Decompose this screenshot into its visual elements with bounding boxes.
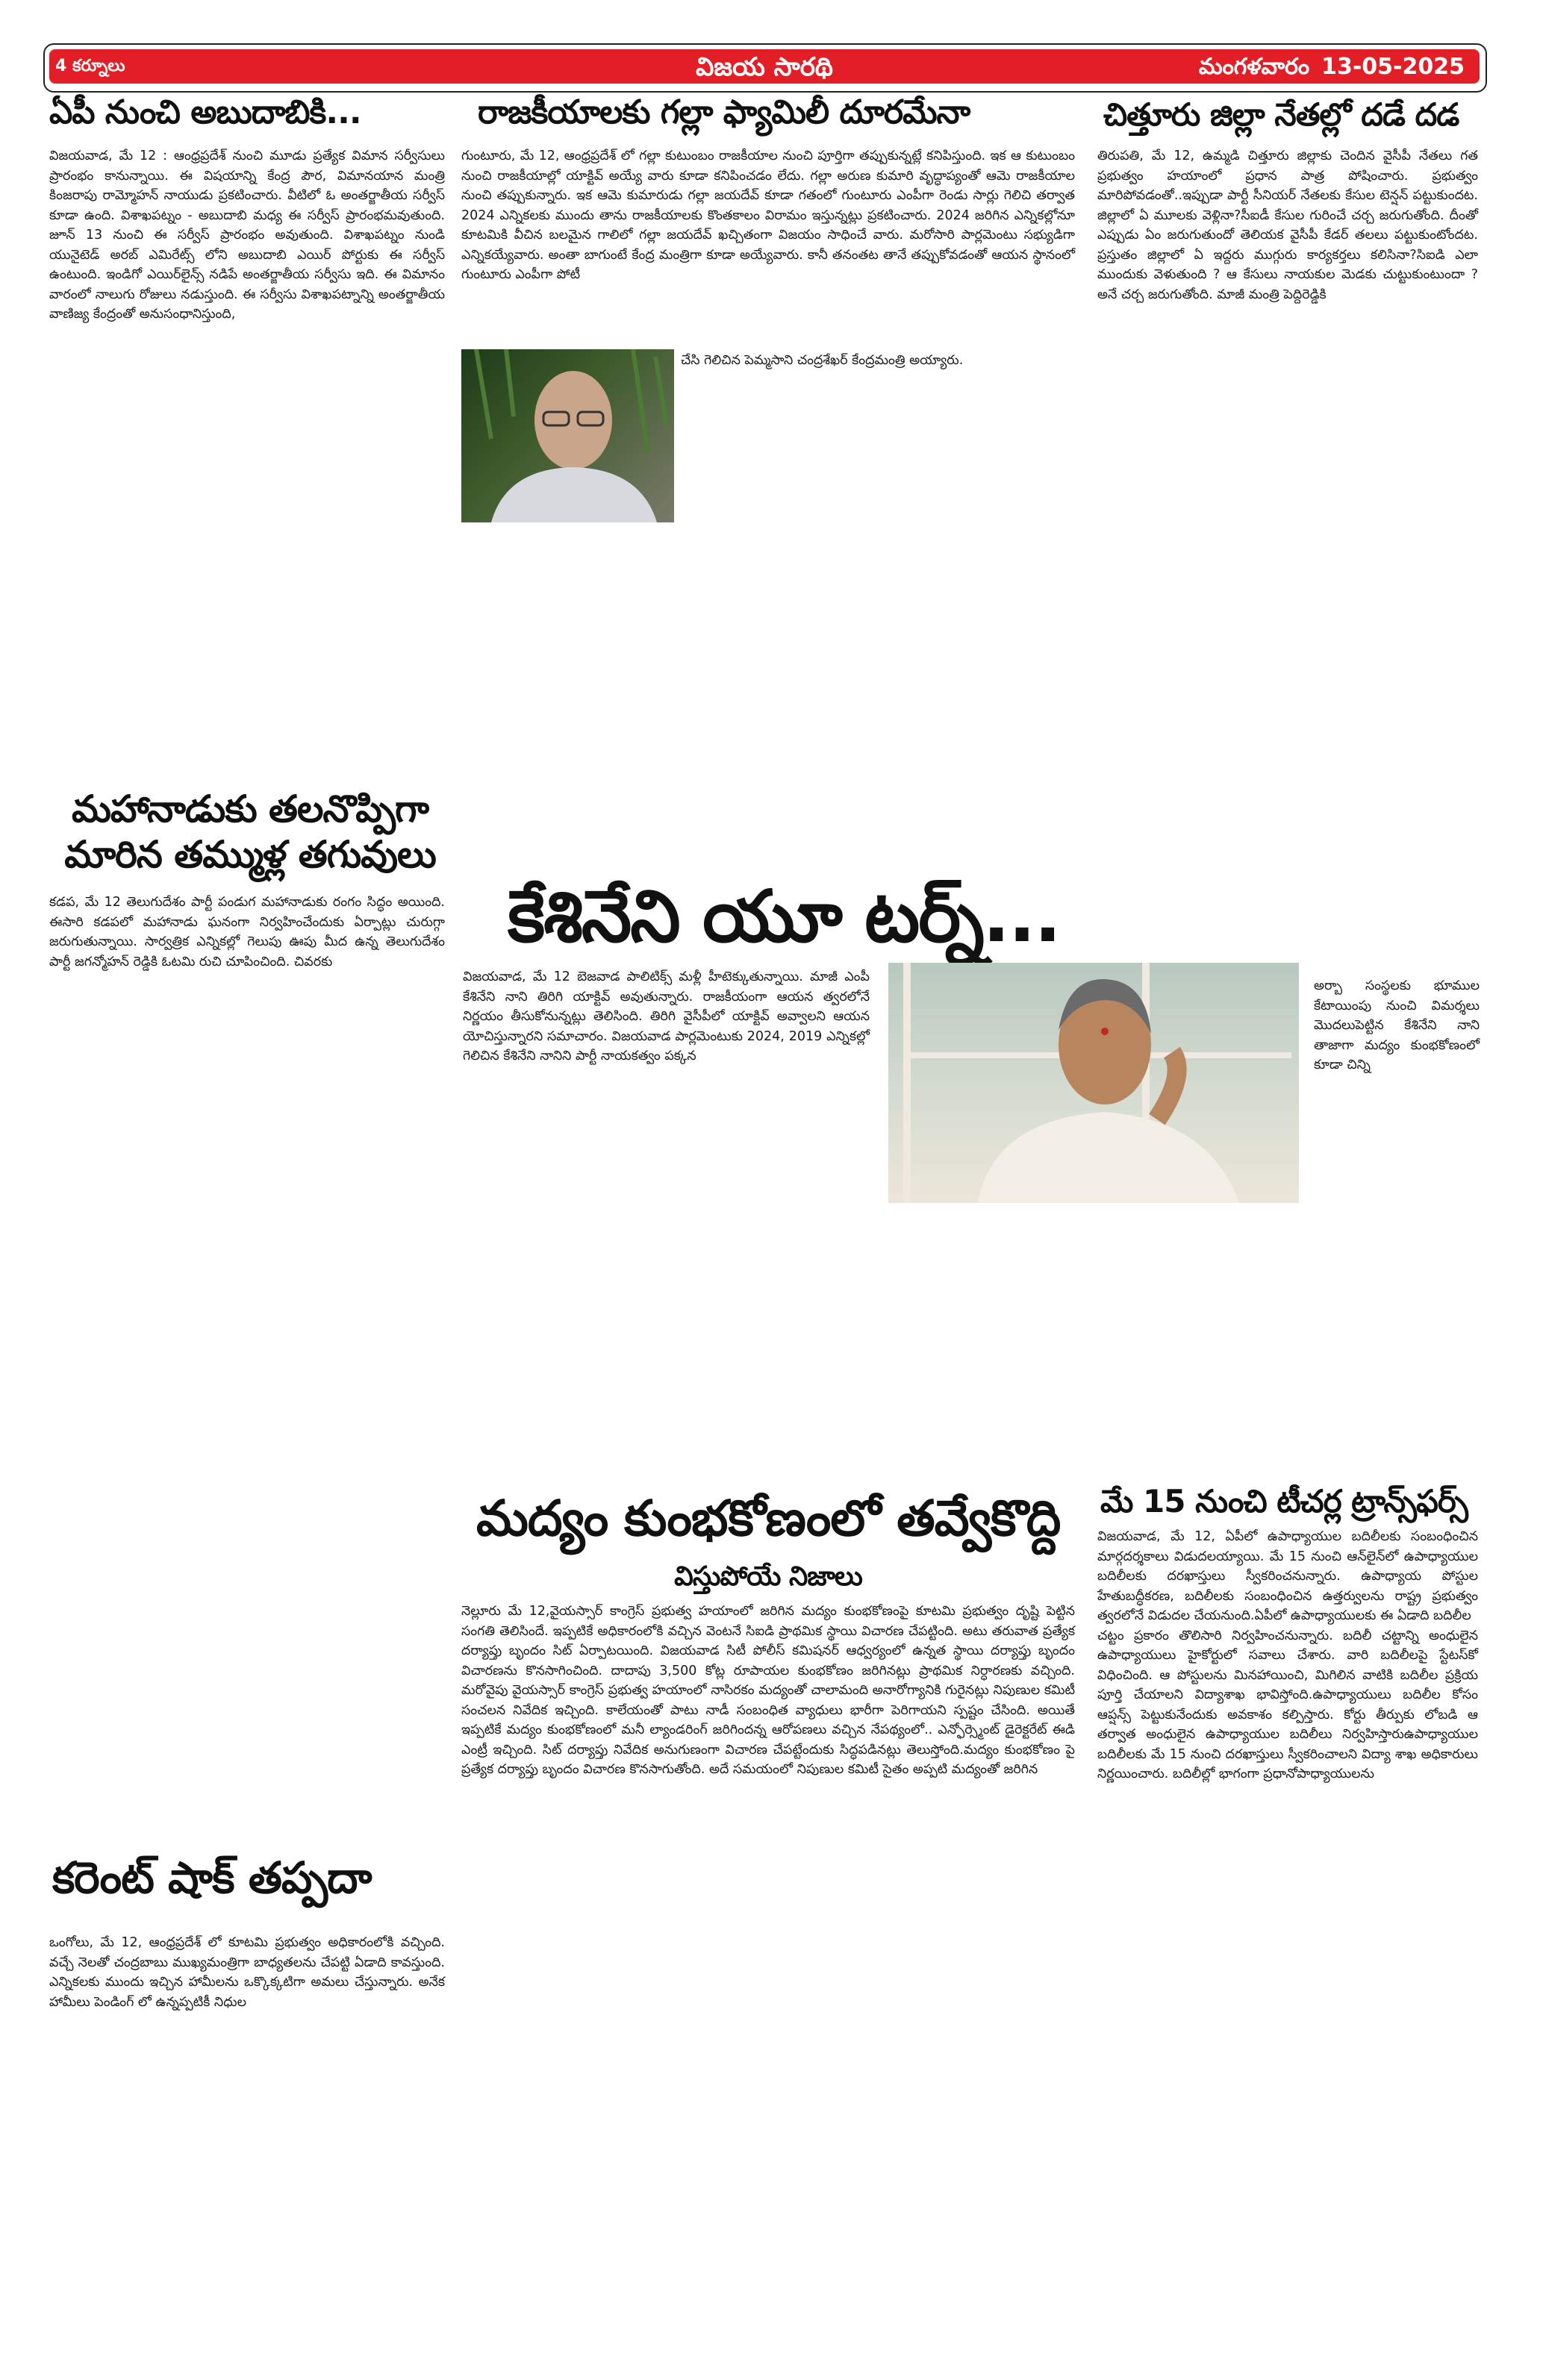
masthead-band [49, 49, 1480, 84]
article-text: తిరుపతి, మే 12, ఉమ్మడి చిత్తూరు జిల్లాకు చెందిన వైసీపీ నేతలు గత ప్రభుత్వం హయాంలో ప్రధాన పాత్ర పోషించారు. ప్రభుత్వం మారిపోవడంతో..ఇప్పుడా పార్టీ సీనియర్ నేతలకు కేసుల టెన్షన్ పట్టుకుందట. జిల్లాలో ఏ మూలకు వెళ్లినా?సీఐడీ కేసుల గురించే చర్చ జరుగుతోంది. దీంతో ఎప్పుడు ఏం జరుగుతుందో తెలియక వైసీపీ కేడర్ తలలు పట్టుకుంటోందట. ప్రస్తుతం జిల్లాలో ఏ ఇద్దరు ముగ్గురు కార్యకర్తలు కలిసినా?సిఐడి ఎలా ముందుకు వెళుతుంది ? ఆ కేసులు నాయకుల మెడకు చుట్టుకుంటుందా ? అనే చర్చ జరుగుతోంది. మాజీ మంత్రి పెద్దిరెడ్డికి [1097, 149, 1478, 302]
article-teachers-body [1097, 1527, 1478, 1784]
article-mahanadu-body [49, 893, 445, 972]
galla-jayadev-photo [461, 349, 674, 522]
page-label: 4 కర్నూలు [55, 57, 125, 75]
article-text: చేసి గెలిచిన పెమ్మసాని చంద్రశేఖర్ కేంద్రమంత్రి అయ్యారు. [681, 353, 964, 368]
headline-abudhabi: ఏపీ నుంచి అబుదాబికి... [49, 93, 361, 131]
article-text: విజయవాడ, మే 12 బెజవాడ పాలిటిక్స్ మళ్లీ హీటెక్కుతున్నాయి. మాజీ ఎంపీ కేశినేని నాని తిరిగి యాక్టివ్ అవుతున్నారు. రాజకీయంగా ఆయన త్వరలోనే నిర్ణయం తీసుకోనున్నట్లు తెలిసింది. తిరిగి వైసీపీలో యాక్టివ్ అవ్వాలని ఆయన యోచిస్తున్నారని సమాచారం. విజయవాడ పార్లమెంటుకు 2024, 2019 ఎన్నికల్లో గెలిచిన కేశినేని నానిని పార్టీ నాయకత్వం పక్కన [463, 969, 870, 1063]
headline-galla: రాజకీయాలకు గల్లా ఫ్యామిలీ దూరమేనా [478, 93, 970, 131]
article-kesineni-body-left [463, 967, 870, 1066]
article-text: చట్టం ప్రకారం తొలిసారి నిర్వహించనున్నారు. బదిలీ చట్టాన్ని అంధులైన ఉపాధ్యాయులు హైకోర్టులో సవాలు చేశారు. వారి బదిలీలపై స్టేటస్‌కో విధించింది. ఆ పోస్టులను మినహాయించి, మిగిలిన వాటికి బదిలీల ప్రక్రియ పూర్తి చేయాలని విద్యాశాఖ భావిస్తోంది.ఉపాధ్యాయులు బదిలీల కోసం ఆప్షన్స్ పెట్టుకునేందుకు అవకాశం కల్పిస్తారు. కోర్టు తీర్పుకు లోబడి ఆ తర్వాత అంధులైన ఉపాధ్యాయుల బదిలీలు నిర్వహిస్తారుఉపాధ్యాయుల బదిలీలకు మే 15 నుంచి దరఖాస్తులు స్వీకరించాలని విద్యా శాఖ అధికారులు నిర్ణయించారు. బదిలీల్లో భాగంగా ప్రధానోపాధ్యాయులను [1097, 1628, 1478, 1781]
article-kesineni-body-right [1314, 976, 1480, 1075]
article-text: విజయవాడ, మే 12 : ఆంధ్రప్రదేశ్ నుంచి మూడు ప్రత్యేక విమాన సర్వీసులు ప్రారంభం కానున్నాయి. ఈ విషయాన్ని కేంద్ర పౌర, విమానయాన మంత్రి కింజరాపు రామ్మోహన్ నాయుడు ప్రకటించారు. వీటిలో ఓ అంతర్జాతీయ సర్వీస్ కూడా ఉంది. విశాఖపట్నం - అబుదాబి మధ్య ఈ సర్వీస్ ప్రారంభమవుతుంది. జూన్ 13 నుంచి ఈ సర్వీస్ ప్రారంభం అవుతుంది. విశాఖపట్నం నుండి యునైటెడ్ అరబ్ ఎమిరేట్స్ లోని అబుదాబి ఎయిర్ పోర్టుకు ఈ సర్వీస్ ఉంటుంది. ఇండిగో ఎయిర్‌లైన్స్ నడిపే అంతర్జాతీయ సర్వీసు ఇది. ఈ విమానం వారంలో నాలుగు రోజులు నడుస్తుంది. ఈ సర్వీసు విశాఖపట్నాన్ని అంతర్జాతీయ వాణిజ్య కేంద్రంతో అనుసంధానిస్తుంది, [49, 149, 445, 322]
article-text: కడప, మే 12 తెలుగుదేశం పార్టీ పండుగ మహానాడుకు రంగం సిద్ధం అయింది. ఈసారి కడపలో మహానాడు ఘనంగా నిర్వహించేందుకు ఏర్పాట్లు చురుగ్గా జరుగుతున్నాయి. సార్వత్రిక ఎన్నికల్లో గెలుపు ఊపు మీద ఉన్న తెలుగుదేశం పార్టీ జగన్మోహన్ రెడ్డికి ఓటమి రుచి చూపించింది. చివరకు [49, 895, 445, 969]
article-abudhabi-body [49, 146, 445, 325]
article-text: నెల్లూరు మే 12,వైయస్సార్ కాంగ్రెస్ ప్రభుత్వ హయాంలో జరిగిన మద్యం కుంభకోణంపై కూటమి ప్రభుత్వం దృష్టి పెట్టిన సంగతి తెలిసిందే. ఇప్పటికే అధికారంలోకి వచ్చిన వెంటనే సిఐడి ప్రాథమిక స్థాయి విచారణ చేపట్టింది. అటు తరువాత ప్రత్యేక దర్యాప్తు బృందం సిట్ ఏర్పాటయింది. విజయవాడ సిటీ పోలీస్ కమిషనర్ ఆధ్వర్యంలో ఉన్నత స్థాయి దర్యాప్తు బృందం విచారణను కొనసాగించింది. దాదాపు 3,500 కోట్ల రూపాయల కుంభకోణం జరిగినట్లు ప్రాథమిక నిర్ధారణకు వచ్చింది. మరోవైపు వైయస్సార్ కాంగ్రెస్ ప్రభుత్వ హయాంలో నాసిరకం మద్యంతో చాలామంది అనారోగ్యానికి గురైనట్లు నిపుణుల కమిటీ సంచలన నివేదిక ఇచ్చింది. కాలేయంతో పాటు నాడీ సంబంధిత వ్యాధులు భారీగా పెరిగాయని స్పష్టం చేసింది. అయితే ఇప్పటికే మద్యం కుంభకోణంలో మనీ ల్యాండరింగ్ జరిగిందన్న ఆరోపణలు వచ్చిన నేపథ్యంలో.. ఎన్ఫోర్స్మెంట్ డైరెక్టరేట్ ఈడి ఎంట్రీ ఇచ్చింది. సిట్ దర్యాప్తు నివేదిక అనుగుణంగా విచారణ చేపట్టేందుకు సిద్ధపడినట్లు తెలుస్తోంది.మద్యం కుంభకోణం పై ప్రత్యేక దర్యాప్తు బృందం విచారణ కొనసాగుతోంది. అదే సమయంలో నిపుణుల కమిటీ సైతం అప్పటి మద్యంతో జరిగిన [461, 1604, 1075, 1777]
headline-chittoor: చిత్తూరు జిల్లా నేతల్లో దడే దడ [1103, 96, 1459, 133]
kesineni-nani-photo [888, 963, 1299, 1203]
person-photo-icon [888, 963, 1299, 1203]
article-text: ఒంగోలు, మే 12, ఆంధ్రప్రదేశ్ లో కూటమి ప్రభుత్వం అధికారంలోకి వచ్చింది. వచ్చే నెలతో చంద్రబాబు ముఖ్యమంత్రిగా బాధ్యతలను చేపట్టి ఏడాది కావస్తుంది. ఎన్నికలకు ముందు ఇచ్చిన హామీలను ఒక్కొక్కటిగా అమలు చేస్తున్నారు. అనేక హామీలు పెండింగ్ లో ఉన్నప్పటికీ నిధుల [49, 1935, 445, 2010]
article-current-body [49, 1933, 445, 2012]
article-text: విజయవాడ, మే 12, ఏపీలో ఉపాధ్యాయుల బదిలీలకు సంబంధించిన మార్గదర్శకాలు విడుదలయ్యాయి. మే 15 నుంచి ఆన్‌లైన్‌లో ఉపాధ్యాయుల బదిలీలకు దరఖాస్తులు స్వీకరించనున్నారు. ఉపాధ్యాయ పోస్టుల హేతుబద్ధీకరణ, బదిలీలకు సంబంధించిన ఉత్తర్వులను రాష్ట్ర ప్రభుత్వం త్వరలోనే విడుదల చేయనుంది.ఏపీలో ఉపాధ్యాయులకు ఈ ఏడాది బదిలీల [1097, 1529, 1478, 1623]
headline-mahanadu [52, 787, 448, 876]
article-chittoor-body [1097, 146, 1478, 304]
article-galla-wrap [681, 351, 1075, 371]
article-text: గుంటూరు, మే 12, ఆంధ్రప్రదేశ్ లో గల్లా కుటుంబం రాజకీయాల నుంచి పూర్తిగా తప్పుకున్నట్లే కనిపిస్తుంది. ఇక ఆ కుటుంబం నుంచి రాజకీయాల్లో యాక్టివ్ అయ్యే వారు కూడా కనిపించడం లేదు. గల్లా అరుణ కుమారి వృద్ధాప్యంతో ఆమె రాజకీయాల నుంచి తప్పుకున్నారు. ఇక ఆమె కుమారుడు గల్లా జయదేవ్ కూడా గతంలో గుంటూరు ఎంపీగా రెండు సార్లు గెలిచి తర్వాత 2024 ఎన్నికలకు ముందు తాను రాజకీయాలకు కొంతకాలం విరామం ఇస్తున్నట్లు ప్రకటించారు. 2024 జరిగిన ఎన్నికల్లోనూ కూటమికి వీచిన బలమైన గాలిలో గల్లా జయదేవ్ ఖచ్చితంగా విజయం సాధించే వారు. మరోసారి పార్లమెంటు సభ్యుడిగా ఎన్నికయ్యేవారు. అంతా బాగుంటే కేంద్ర మంత్రిగా కూడా అయ్యేవారు. కానీ తనంతట తానే తప్పుకోవడంతో ఆయన స్థానంలో గుంటూరు ఎంపీగా పోటీ [461, 149, 1075, 282]
article-text: అర్బా సంస్థలకు భూముల కేటాయింపు నుంచి విమర్శలు మొదలుపెట్టిన కేశినేని నాని తాజాగా మద్యం కుంభకోణంలో కూడా చిన్ని [1314, 978, 1480, 1072]
subheadline-liquor-scam: విస్తుపోయే నిజాలు [674, 1561, 862, 1592]
person-photo-icon [461, 349, 674, 522]
date: 13-05-2025 [1321, 54, 1465, 80]
article-galla-body [461, 146, 1075, 285]
headline-kesineni: కేశినేని యూ టర్న్... [508, 875, 1060, 958]
headline-line: మారిన తమ్ముళ్ల తగువులు [64, 832, 436, 876]
article-liquor-body [461, 1602, 1075, 1780]
headline-current-shock: కరెంట్ షాక్ తప్పదా [52, 1852, 372, 1903]
headline-line: మహానాడుకు తలనొప్పిగా [71, 787, 428, 831]
headline-liquor-scam: మద్యం కుంభకోణంలో తవ్వేకొద్ది [476, 1490, 1061, 1547]
headline-teacher-transfers: మే 15 నుంచి టీచర్ల ట్రాన్స్‌ఫర్స్ [1100, 1483, 1468, 1519]
issue-date [1187, 54, 1465, 85]
weekday: మంగళవారం [1198, 54, 1310, 80]
paper-name: విజయ సారథి [696, 52, 833, 82]
